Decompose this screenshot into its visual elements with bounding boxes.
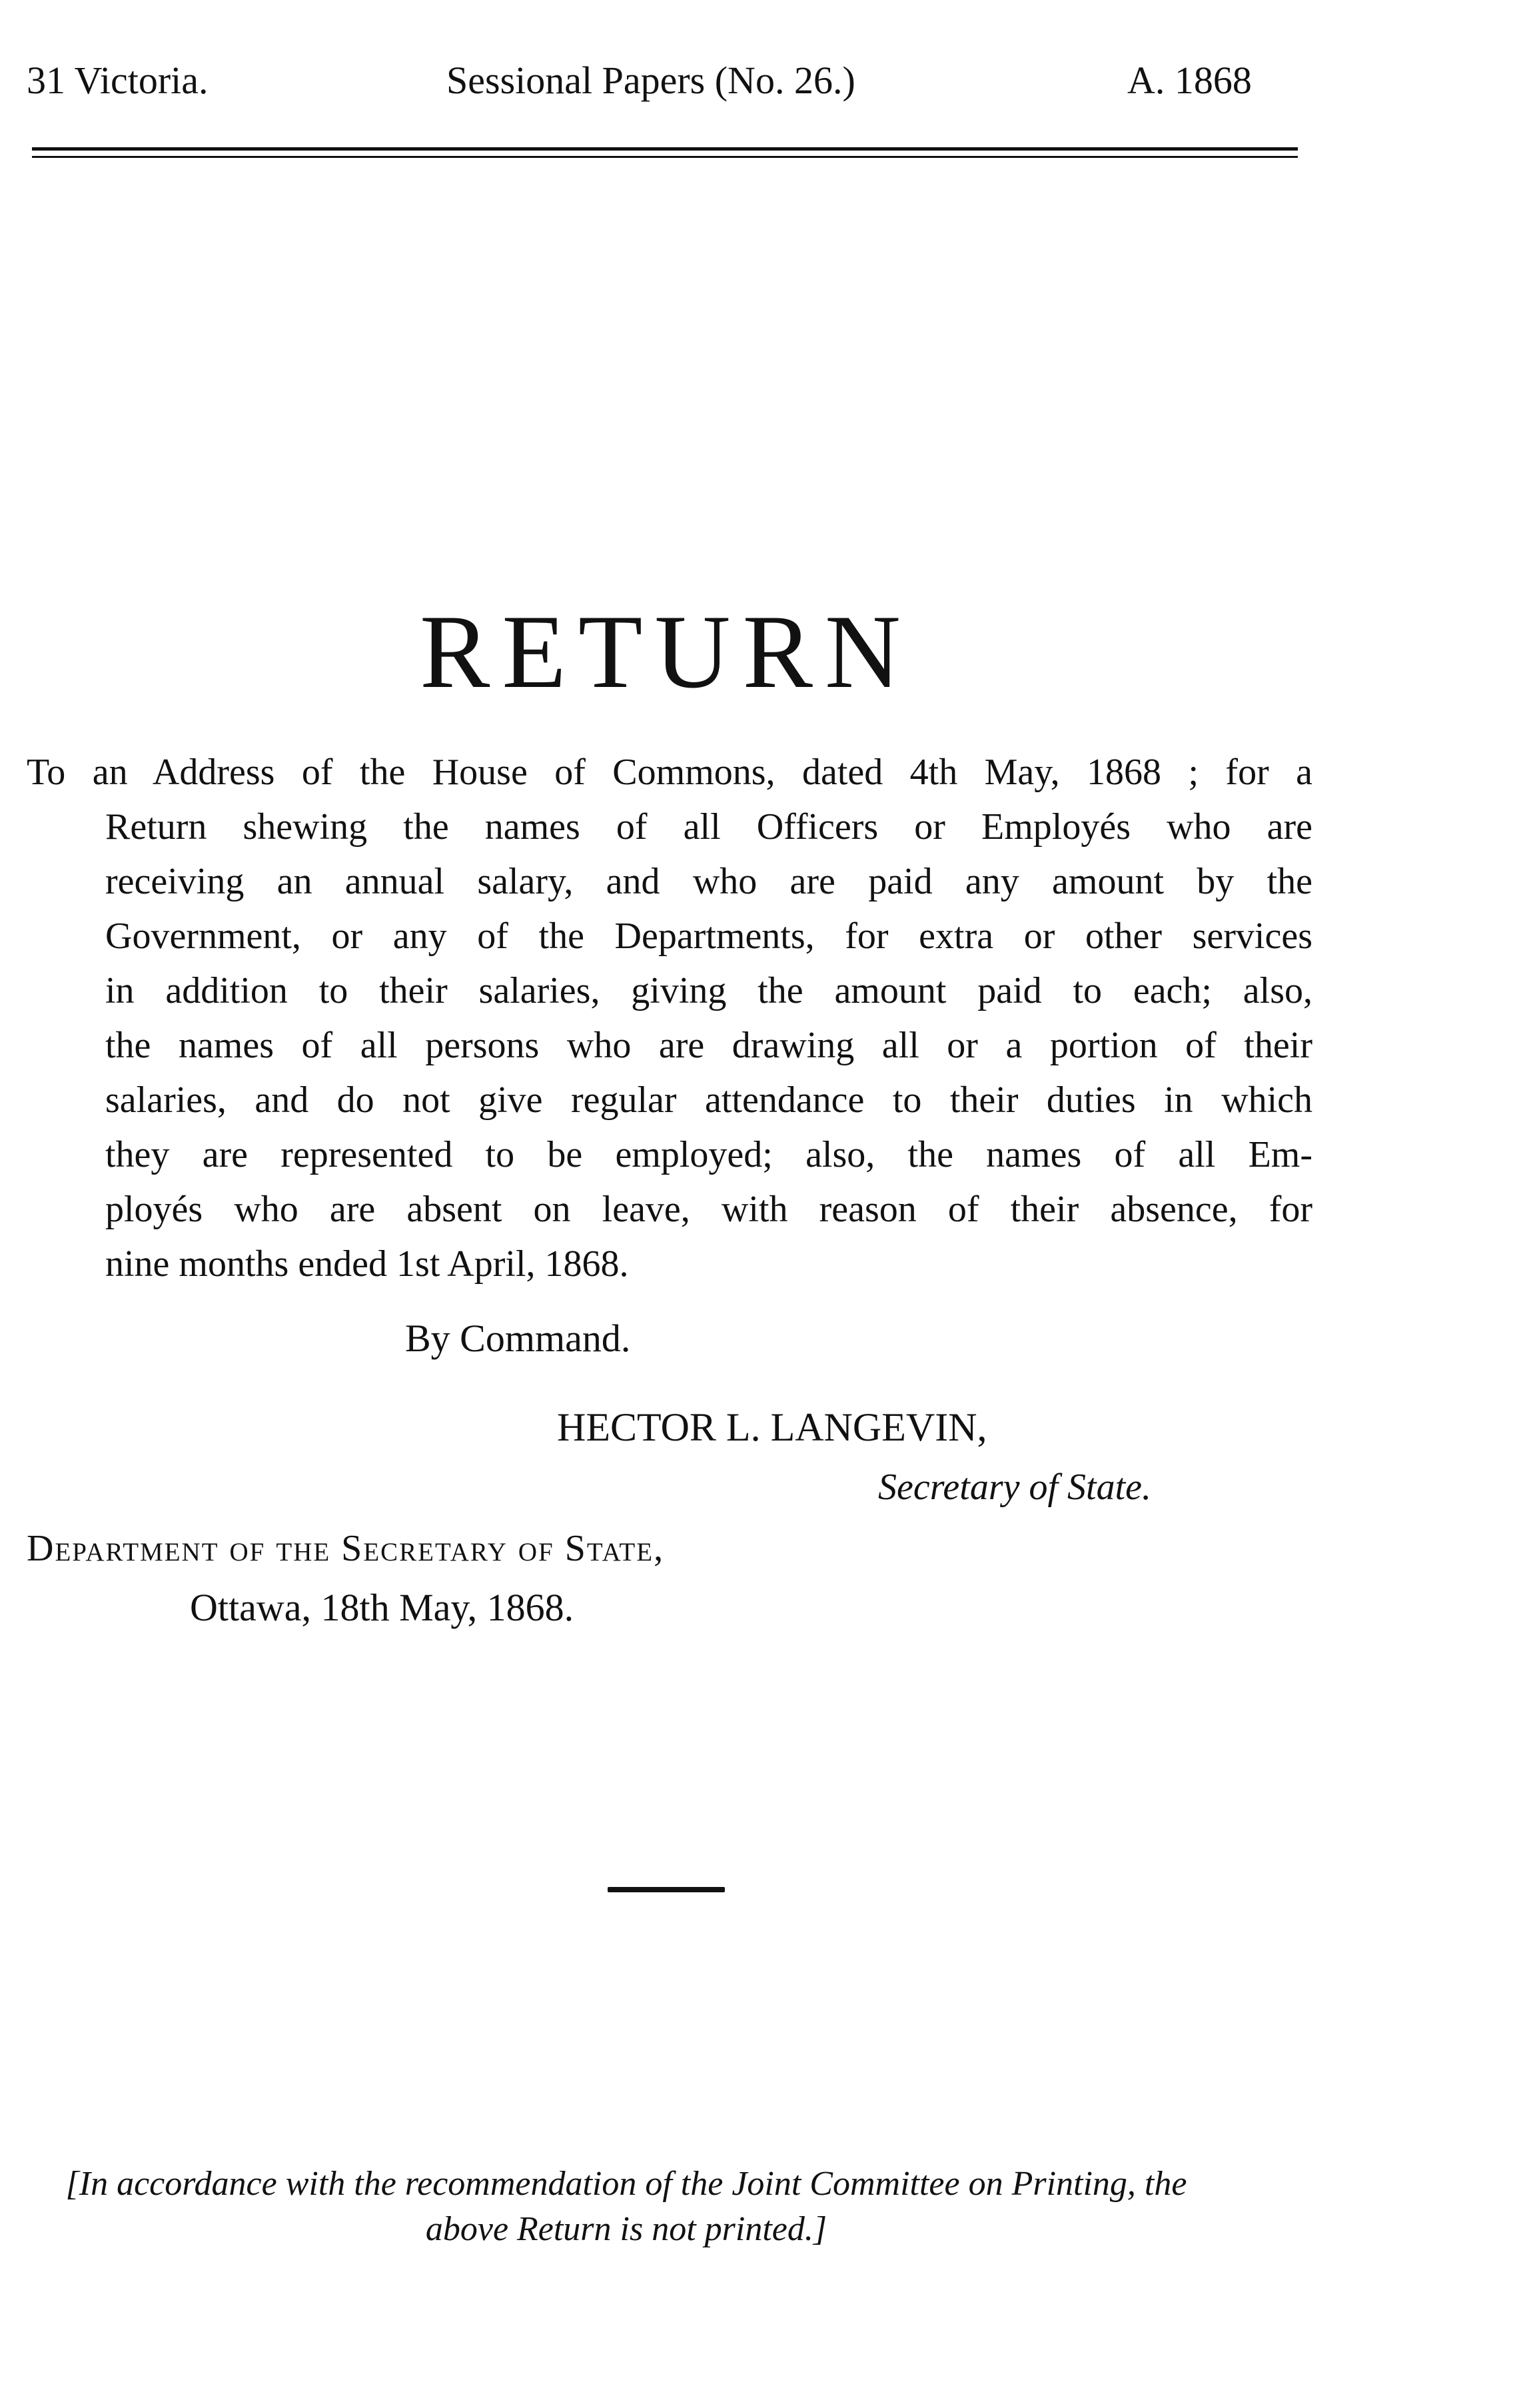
body-line: To an Address of the House of Commons, dated 4th May, 1868 ; for a: [27, 752, 1312, 793]
by-command: By Command.: [405, 1317, 631, 1360]
body-line: salaries, and do not give regular attendance to their duties in which: [105, 1079, 1312, 1121]
footnote-line-1: [In accordance with the recommendation of the Joint Committee on Printing, the: [65, 2165, 1187, 2203]
section-divider: [608, 1887, 725, 1892]
header-regnal-year: 31 Victoria.: [27, 59, 209, 102]
signer-title: Secretary of State.: [878, 1467, 1152, 1508]
signer-name: HECTOR L. LANGEVIN,: [557, 1405, 987, 1449]
dateline: Ottawa, 18th May, 1868.: [190, 1586, 574, 1629]
body-paragraph: [27, 745, 1312, 1291]
body-line: Return shewing the names of all Officers or Employés who are: [105, 806, 1312, 848]
department-name: Department of the Secretary of State,: [27, 1528, 665, 1569]
body-line: receiving an annual salary, and who are paid any amount by the: [105, 861, 1312, 902]
footnote-line-2: above Return is not printed.]: [425, 2210, 827, 2248]
body-line: in addition to their salaries, giving the amount paid to each; also,: [105, 970, 1312, 1011]
body-line: they are represented to be employed; also, the names of all Em-: [105, 1134, 1312, 1175]
body-line: nine months ended 1st April, 1868.: [105, 1243, 629, 1285]
document-title: RETURN: [420, 594, 913, 710]
body-line: Government, or any of the Departments, for extra or other services: [105, 915, 1312, 957]
header-year: A. 1868: [1127, 59, 1252, 102]
header-rule-top: [32, 147, 1298, 151]
body-line: the names of all persons who are drawing all or a portion of their: [105, 1025, 1312, 1066]
header-rule-bottom: [32, 156, 1298, 158]
body-line: ployés who are absent on leave, with reason of their absence, for: [105, 1189, 1312, 1230]
header-sessional-papers: Sessional Papers (No. 26.): [446, 59, 855, 102]
